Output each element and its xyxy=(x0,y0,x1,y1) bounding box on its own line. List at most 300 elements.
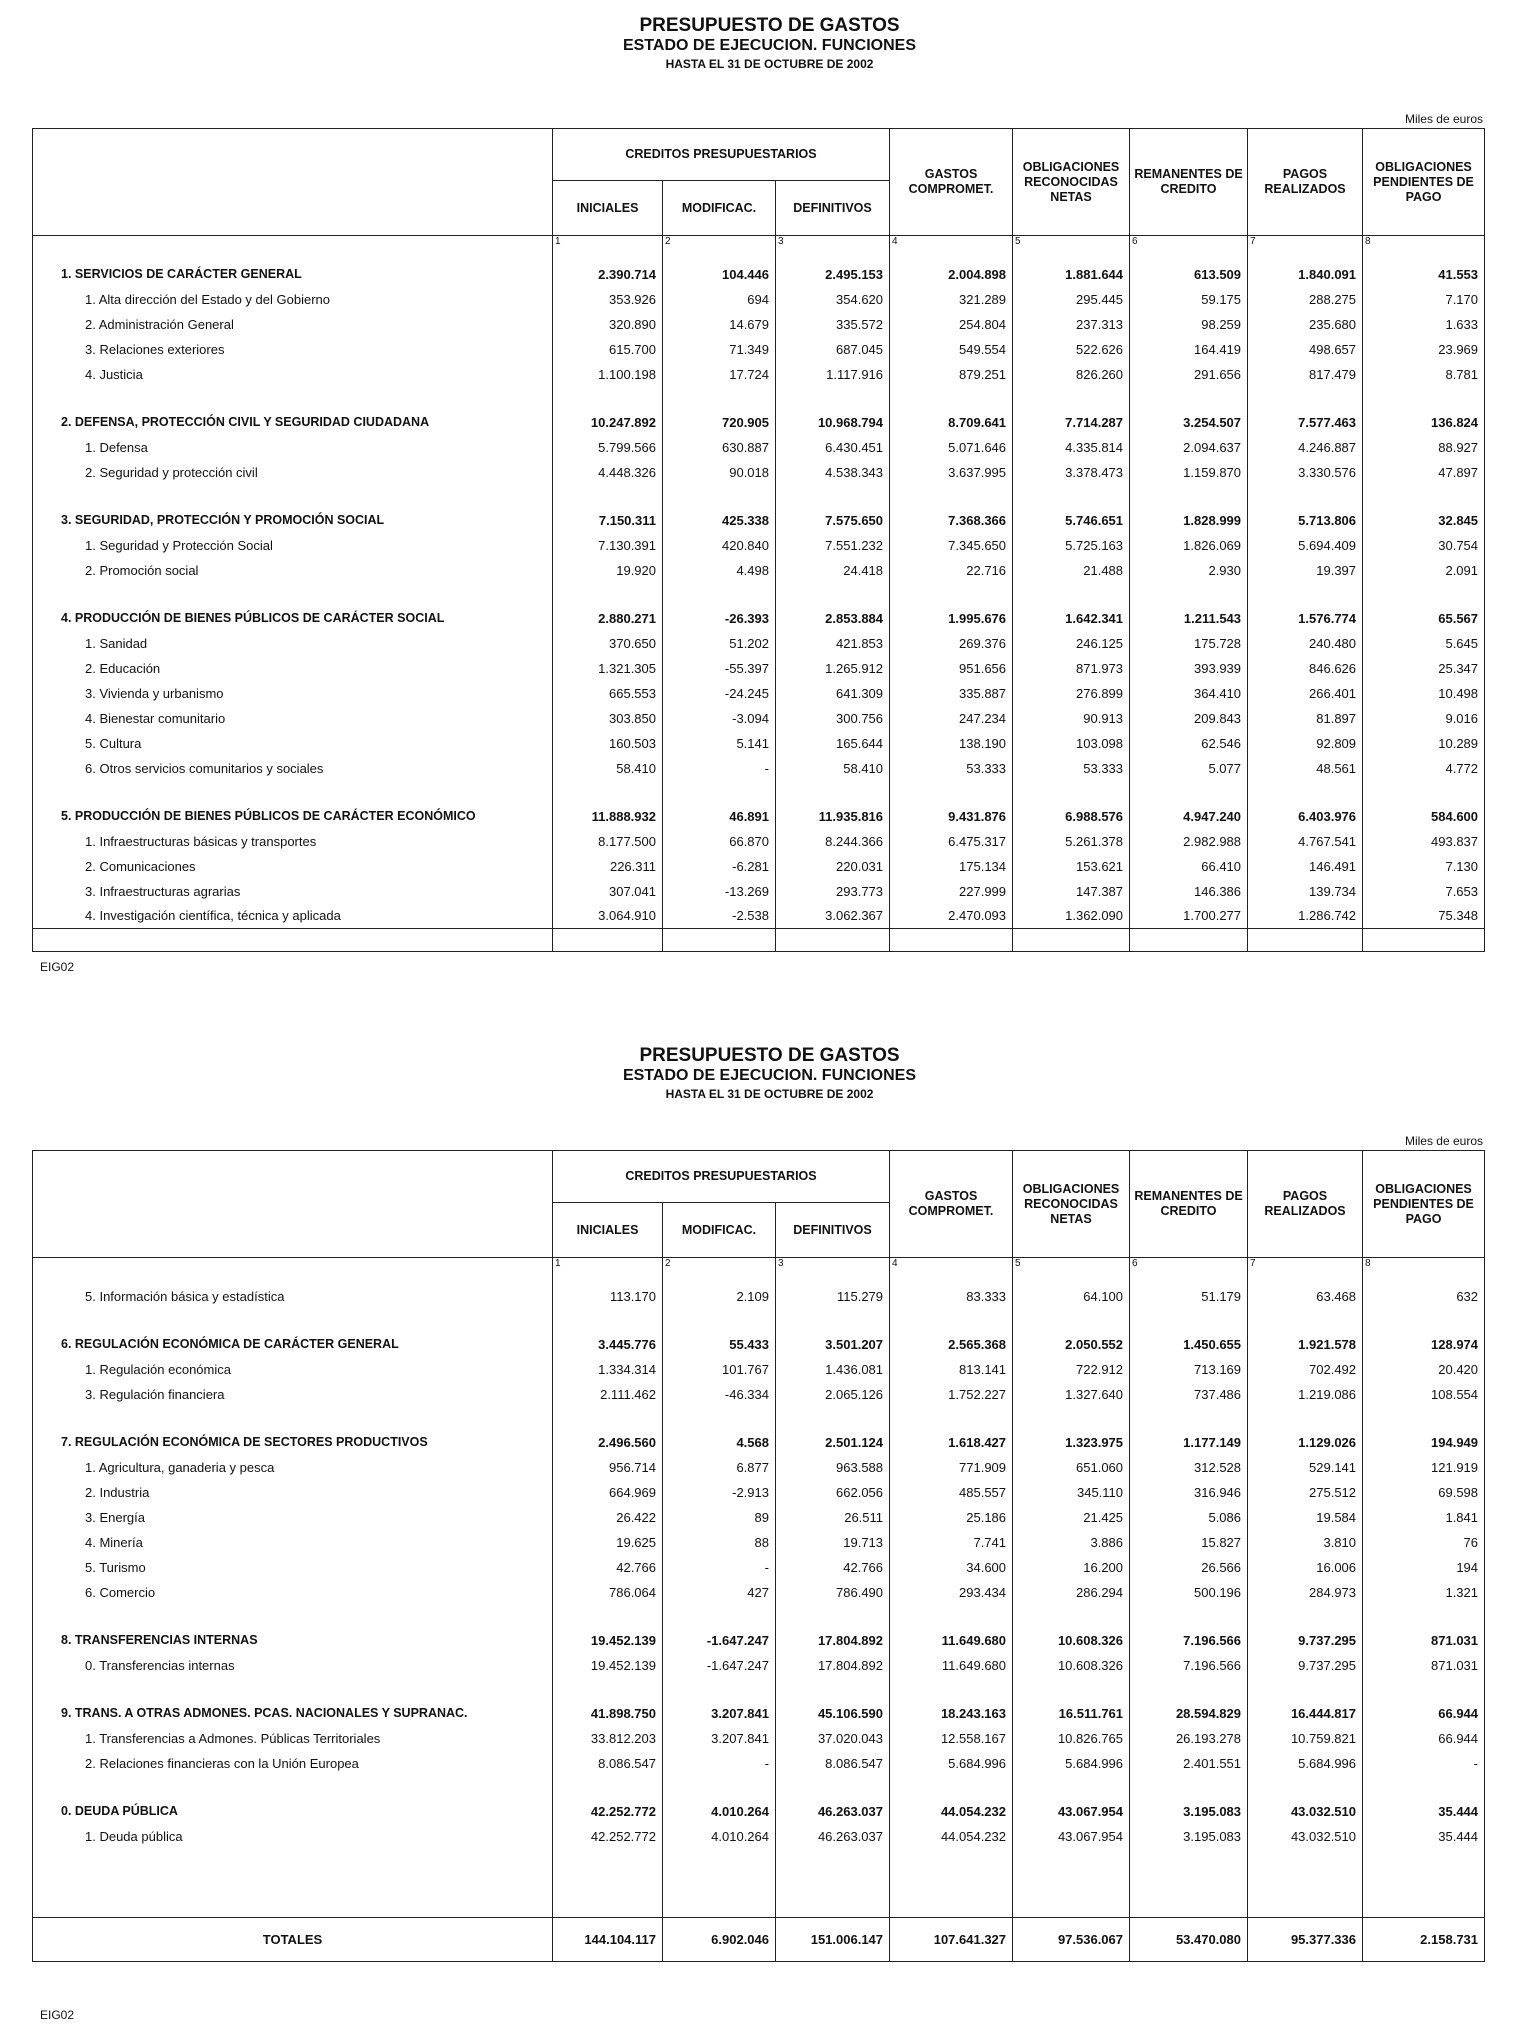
value-cell: 115.279 xyxy=(776,1284,890,1309)
value-cell: 66.944 xyxy=(1363,1726,1485,1751)
value-cell: 1.323.975 xyxy=(1013,1430,1130,1455)
row-label: 4. Investigación científica, técnica y aplicada xyxy=(33,904,553,929)
value-cell: 7.551.232 xyxy=(776,533,890,558)
spacer-cell xyxy=(776,250,890,262)
row-label: 1. Agricultura, ganaderia y pesca xyxy=(33,1455,553,1480)
spacer-cell xyxy=(663,1309,776,1332)
spacer-row xyxy=(33,1872,1485,1895)
value-cell: 53.333 xyxy=(890,756,1013,781)
value-cell: 165.644 xyxy=(776,731,890,756)
total-value-cell: 95.377.336 xyxy=(1248,1918,1363,1962)
document-code: EIG02 xyxy=(40,2008,75,2022)
value-cell: - xyxy=(663,1751,776,1776)
spacer-cell xyxy=(890,1849,1013,1872)
value-cell: 6.475.317 xyxy=(890,829,1013,854)
value-cell: 1.211.543 xyxy=(1130,606,1248,631)
value-cell: 37.020.043 xyxy=(776,1726,890,1751)
row-label: 8. TRANSFERENCIAS INTERNAS xyxy=(33,1628,553,1653)
spacer-cell xyxy=(1363,1407,1485,1430)
value-cell: 19.397 xyxy=(1248,558,1363,583)
table-row xyxy=(33,1580,1485,1605)
value-cell: 713.169 xyxy=(1130,1357,1248,1382)
spacer-cell xyxy=(776,1872,890,1895)
column-number: 7 xyxy=(1248,236,1363,250)
spacer-cell xyxy=(890,1605,1013,1628)
value-cell: 370.650 xyxy=(553,631,663,656)
value-cell: 1.334.314 xyxy=(553,1357,663,1382)
value-cell: 7.170 xyxy=(1363,287,1485,312)
value-cell: 963.588 xyxy=(776,1455,890,1480)
section-row xyxy=(33,410,1485,435)
value-cell: 44.054.232 xyxy=(890,1824,1013,1849)
value-cell: 9.431.876 xyxy=(890,804,1013,829)
row-label: 1. Regulación económica xyxy=(33,1357,553,1382)
value-cell: 25.186 xyxy=(890,1505,1013,1530)
value-cell: 321.289 xyxy=(890,287,1013,312)
definitivos-header: DEFINITIVOS xyxy=(776,181,890,236)
spacer-cell xyxy=(1130,250,1248,262)
value-cell: 1.700.277 xyxy=(1130,904,1248,929)
spacer-cell xyxy=(890,1895,1013,1918)
value-cell: 10.759.821 xyxy=(1248,1726,1363,1751)
value-cell: 1.826.069 xyxy=(1130,533,1248,558)
spacer-cell xyxy=(1248,1895,1363,1918)
value-cell: 5.071.646 xyxy=(890,435,1013,460)
value-cell: 108.554 xyxy=(1363,1382,1485,1407)
value-cell: 81.897 xyxy=(1248,706,1363,731)
spacer-cell xyxy=(663,1849,776,1872)
table-body-1 xyxy=(33,236,1485,952)
table-row xyxy=(33,731,1485,756)
totals-row xyxy=(33,1918,1485,1962)
value-cell: 7.653 xyxy=(1363,879,1485,904)
value-cell: 4.568 xyxy=(663,1430,776,1455)
spacer-cell xyxy=(776,1678,890,1701)
row-label: 0. DEUDA PÚBLICA xyxy=(33,1799,553,1824)
value-cell: 3.195.083 xyxy=(1130,1799,1248,1824)
value-cell: 11.649.680 xyxy=(890,1628,1013,1653)
page-subtitle: ESTADO DE EJECUCION. FUNCIONES xyxy=(622,37,917,54)
spacer-cell xyxy=(33,781,553,804)
spacer-cell xyxy=(553,781,663,804)
spacer-row xyxy=(33,1678,1485,1701)
value-cell: 47.897 xyxy=(1363,460,1485,485)
value-cell: 41.898.750 xyxy=(553,1701,663,1726)
value-cell: 425.338 xyxy=(663,508,776,533)
value-cell: 55.433 xyxy=(663,1332,776,1357)
value-cell: 10.608.326 xyxy=(1013,1628,1130,1653)
value-cell: 3.207.841 xyxy=(663,1726,776,1751)
value-cell: 529.141 xyxy=(1248,1455,1363,1480)
value-cell: 139.734 xyxy=(1248,879,1363,904)
value-cell: 121.919 xyxy=(1363,1455,1485,1480)
spacer-cell xyxy=(553,1605,663,1628)
spacer-cell xyxy=(776,1849,890,1872)
table-row xyxy=(33,879,1485,904)
row-label: 4. Minería xyxy=(33,1530,553,1555)
value-cell: 665.553 xyxy=(553,681,663,706)
value-cell: 662.056 xyxy=(776,1480,890,1505)
spacer-cell xyxy=(1248,1872,1363,1895)
value-cell: 17.724 xyxy=(663,362,776,387)
spacer-cell xyxy=(1363,1872,1485,1895)
column-number-blank xyxy=(33,236,553,250)
value-cell: 500.196 xyxy=(1130,1580,1248,1605)
value-cell: 1.321.305 xyxy=(553,656,663,681)
value-cell: 1.633 xyxy=(1363,312,1485,337)
spacer-cell xyxy=(1130,485,1248,508)
spacer-row xyxy=(33,781,1485,804)
value-cell: 128.974 xyxy=(1363,1332,1485,1357)
value-cell: 9.737.295 xyxy=(1248,1653,1363,1678)
spacer-cell xyxy=(1013,781,1130,804)
row-label: 2. Promoción social xyxy=(33,558,553,583)
value-cell: 2.109 xyxy=(663,1284,776,1309)
value-cell: 2.401.551 xyxy=(1130,1751,1248,1776)
table-row xyxy=(33,435,1485,460)
spacer-cell xyxy=(553,387,663,410)
value-cell: 3.254.507 xyxy=(1130,410,1248,435)
value-cell: 871.031 xyxy=(1363,1653,1485,1678)
spacer-cell xyxy=(1130,1895,1248,1918)
value-cell: 4.947.240 xyxy=(1130,804,1248,829)
value-cell: 30.754 xyxy=(1363,533,1485,558)
spacer-cell xyxy=(553,485,663,508)
pagos-header: PAGOS REALIZADOS xyxy=(1248,129,1363,236)
value-cell: 16.444.817 xyxy=(1248,1701,1363,1726)
value-cell: 22.716 xyxy=(890,558,1013,583)
value-cell: 42.766 xyxy=(553,1555,663,1580)
value-cell: 3.501.207 xyxy=(776,1332,890,1357)
value-cell: 226.311 xyxy=(553,854,663,879)
spacer-cell xyxy=(1248,1776,1363,1799)
value-cell: 664.969 xyxy=(553,1480,663,1505)
spacer-cell xyxy=(1013,485,1130,508)
spacer-cell xyxy=(553,1895,663,1918)
spacer-cell xyxy=(553,583,663,606)
value-cell: 51.202 xyxy=(663,631,776,656)
spacer-cell xyxy=(1013,1605,1130,1628)
value-cell: 813.141 xyxy=(890,1357,1013,1382)
value-cell: 2.501.124 xyxy=(776,1430,890,1455)
row-label: 1. SERVICIOS DE CARÁCTER GENERAL xyxy=(33,262,553,287)
spacer-cell xyxy=(553,1407,663,1430)
spacer-cell xyxy=(663,387,776,410)
spacer-cell xyxy=(1130,583,1248,606)
spacer-cell xyxy=(1013,387,1130,410)
spacer-cell xyxy=(1013,1776,1130,1799)
value-cell: 5.086 xyxy=(1130,1505,1248,1530)
section-row xyxy=(33,1701,1485,1726)
spacer-cell xyxy=(1013,1309,1130,1332)
spacer-cell xyxy=(33,1678,553,1701)
value-cell: 2.565.368 xyxy=(890,1332,1013,1357)
column-number: 8 xyxy=(1363,236,1485,250)
spacer-cell xyxy=(890,1407,1013,1430)
spacer-cell xyxy=(663,485,776,508)
spacer-cell xyxy=(1248,1849,1363,1872)
value-cell: 33.812.203 xyxy=(553,1726,663,1751)
value-cell: 48.561 xyxy=(1248,756,1363,781)
total-value-cell: 151.006.147 xyxy=(776,1918,890,1962)
spacer-cell xyxy=(553,1678,663,1701)
value-cell: 103.098 xyxy=(1013,731,1130,756)
value-cell: 3.378.473 xyxy=(1013,460,1130,485)
value-cell: 35.444 xyxy=(1363,1799,1485,1824)
section-row xyxy=(33,1332,1485,1357)
spacer-cell xyxy=(553,929,663,952)
value-cell: 11.649.680 xyxy=(890,1653,1013,1678)
value-cell: 71.349 xyxy=(663,337,776,362)
spacer-cell xyxy=(1248,781,1363,804)
table-row xyxy=(33,362,1485,387)
value-cell: 14.679 xyxy=(663,312,776,337)
value-cell: 4.335.814 xyxy=(1013,435,1130,460)
row-label: 4. Justicia xyxy=(33,362,553,387)
value-cell: 26.193.278 xyxy=(1130,1726,1248,1751)
spacer-cell xyxy=(890,583,1013,606)
value-cell: 65.567 xyxy=(1363,606,1485,631)
value-cell: 66.870 xyxy=(663,829,776,854)
table-row xyxy=(33,631,1485,656)
value-cell: -26.393 xyxy=(663,606,776,631)
spacer-cell xyxy=(776,485,890,508)
spacer-cell xyxy=(33,1407,553,1430)
spacer-cell xyxy=(1248,583,1363,606)
value-cell: 1.265.912 xyxy=(776,656,890,681)
row-label: 4. PRODUCCIÓN DE BIENES PÚBLICOS DE CARÁCTER SOCIAL xyxy=(33,606,553,631)
value-cell: 6.988.576 xyxy=(1013,804,1130,829)
spacer-cell xyxy=(1130,1605,1248,1628)
value-cell: 25.347 xyxy=(1363,656,1485,681)
row-label: 2. Administración General xyxy=(33,312,553,337)
value-cell: 19.584 xyxy=(1248,1505,1363,1530)
value-cell: 23.969 xyxy=(1363,337,1485,362)
value-cell: 846.626 xyxy=(1248,656,1363,681)
value-cell: 16.511.761 xyxy=(1013,1701,1130,1726)
value-cell: 6.877 xyxy=(663,1455,776,1480)
value-cell: 3.062.367 xyxy=(776,904,890,929)
pendientes-header: OBLIGACIONES PENDIENTES DE PAGO xyxy=(1363,1151,1485,1258)
column-number: 5 xyxy=(1013,1258,1130,1272)
section-row xyxy=(33,804,1485,829)
value-cell: 146.386 xyxy=(1130,879,1248,904)
value-cell: 254.804 xyxy=(890,312,1013,337)
section-row xyxy=(33,1430,1485,1455)
spacer-row xyxy=(33,1309,1485,1332)
table-row xyxy=(33,337,1485,362)
value-cell: 613.509 xyxy=(1130,262,1248,287)
value-cell: 817.479 xyxy=(1248,362,1363,387)
value-cell: 64.100 xyxy=(1013,1284,1130,1309)
value-cell: 8.709.641 xyxy=(890,410,1013,435)
spacer-cell xyxy=(890,250,1013,262)
value-cell: 3.195.083 xyxy=(1130,1824,1248,1849)
value-cell: 4.010.264 xyxy=(663,1824,776,1849)
value-cell: 209.843 xyxy=(1130,706,1248,731)
spacer-cell xyxy=(1013,1407,1130,1430)
value-cell: 240.480 xyxy=(1248,631,1363,656)
value-cell: 1.642.341 xyxy=(1013,606,1130,631)
spacer-cell xyxy=(776,1776,890,1799)
table-row xyxy=(33,312,1485,337)
value-cell: 345.110 xyxy=(1013,1480,1130,1505)
value-cell: 630.887 xyxy=(663,435,776,460)
spacer-cell xyxy=(1363,1272,1485,1284)
value-cell: 4.498 xyxy=(663,558,776,583)
value-cell: 19.920 xyxy=(553,558,663,583)
row-label: 1. Infraestructuras básicas y transportes xyxy=(33,829,553,854)
value-cell: 53.333 xyxy=(1013,756,1130,781)
spacer-cell xyxy=(776,1895,890,1918)
value-cell: 421.853 xyxy=(776,631,890,656)
value-cell: 136.824 xyxy=(1363,410,1485,435)
row-label: 1. Sanidad xyxy=(33,631,553,656)
column-number: 2 xyxy=(663,236,776,250)
value-cell: 420.840 xyxy=(663,533,776,558)
value-cell: 51.179 xyxy=(1130,1284,1248,1309)
total-value-cell: 107.641.327 xyxy=(890,1918,1013,1962)
spacer-cell xyxy=(553,1776,663,1799)
value-cell: -24.245 xyxy=(663,681,776,706)
row-label: 6. Comercio xyxy=(33,1580,553,1605)
value-cell: 10.608.326 xyxy=(1013,1653,1130,1678)
row-label: 3. Energía xyxy=(33,1505,553,1530)
spacer-row xyxy=(33,1605,1485,1628)
column-number: 5 xyxy=(1013,236,1130,250)
spacer-cell xyxy=(776,1309,890,1332)
remanentes-header: REMANENTES DE CREDITO xyxy=(1130,1151,1248,1258)
value-cell: 1.841 xyxy=(1363,1505,1485,1530)
spacer-cell xyxy=(776,1407,890,1430)
row-label: 1. Defensa xyxy=(33,435,553,460)
value-cell: 8.244.366 xyxy=(776,829,890,854)
value-cell: 83.333 xyxy=(890,1284,1013,1309)
value-cell: 9.737.295 xyxy=(1248,1628,1363,1653)
value-cell: 1.321 xyxy=(1363,1580,1485,1605)
table-row xyxy=(33,904,1485,929)
value-cell: 5.799.566 xyxy=(553,435,663,460)
table-row xyxy=(33,287,1485,312)
value-cell: 1.219.086 xyxy=(1248,1382,1363,1407)
spacer-cell xyxy=(890,781,1013,804)
value-cell: 63.468 xyxy=(1248,1284,1363,1309)
table-body-2 xyxy=(33,1258,1485,1962)
table-row xyxy=(33,558,1485,583)
value-cell: - xyxy=(663,756,776,781)
value-cell: 3.330.576 xyxy=(1248,460,1363,485)
row-label: 6. REGULACIÓN ECONÓMICA DE CARÁCTER GENERAL xyxy=(33,1332,553,1357)
value-cell: 28.594.829 xyxy=(1130,1701,1248,1726)
value-cell: 66.410 xyxy=(1130,854,1248,879)
label-header xyxy=(33,1151,553,1258)
table-row xyxy=(33,656,1485,681)
value-cell: 275.512 xyxy=(1248,1480,1363,1505)
spacer-cell xyxy=(1363,1309,1485,1332)
value-cell: 300.756 xyxy=(776,706,890,731)
value-cell: 584.600 xyxy=(1363,804,1485,829)
value-cell: 76 xyxy=(1363,1530,1485,1555)
value-cell: 16.006 xyxy=(1248,1555,1363,1580)
value-cell: 69.598 xyxy=(1363,1480,1485,1505)
value-cell: 43.032.510 xyxy=(1248,1824,1363,1849)
iniciales-header: INICIALES xyxy=(553,181,663,236)
budget-table-1 xyxy=(32,128,1485,952)
spacer-row xyxy=(33,387,1485,410)
value-cell: 7.196.566 xyxy=(1130,1653,1248,1678)
row-label: 2. Educación xyxy=(33,656,553,681)
spacer-cell xyxy=(33,387,553,410)
spacer-cell xyxy=(663,1678,776,1701)
spacer-cell xyxy=(663,1872,776,1895)
value-cell: 4.772 xyxy=(1363,756,1485,781)
value-cell: 1.828.999 xyxy=(1130,508,1248,533)
value-cell: 147.387 xyxy=(1013,879,1130,904)
page-title: PRESUPUESTO DE GASTOS xyxy=(639,15,900,36)
spacer-cell xyxy=(890,1776,1013,1799)
creditos-header: CREDITOS PRESUPUESTARIOS xyxy=(553,129,890,181)
value-cell: 364.410 xyxy=(1130,681,1248,706)
value-cell: 316.946 xyxy=(1130,1480,1248,1505)
value-cell: 1.576.774 xyxy=(1248,606,1363,631)
spacer-cell xyxy=(1363,1678,1485,1701)
value-cell: 194.949 xyxy=(1363,1430,1485,1455)
spacer-row xyxy=(33,1849,1485,1872)
spacer-cell xyxy=(1130,1776,1248,1799)
value-cell: 42.766 xyxy=(776,1555,890,1580)
value-cell: 42.252.772 xyxy=(553,1799,663,1824)
spacer-cell xyxy=(1363,781,1485,804)
row-label: 2. Relaciones financieras con la Unión Europea xyxy=(33,1751,553,1776)
value-cell: 786.064 xyxy=(553,1580,663,1605)
value-cell: 722.912 xyxy=(1013,1357,1130,1382)
value-cell: 5.141 xyxy=(663,731,776,756)
spacer-cell xyxy=(1248,387,1363,410)
value-cell: 19.452.139 xyxy=(553,1653,663,1678)
value-cell: 266.401 xyxy=(1248,681,1363,706)
value-cell: 92.809 xyxy=(1248,731,1363,756)
value-cell: 146.491 xyxy=(1248,854,1363,879)
value-cell: 247.234 xyxy=(890,706,1013,731)
obligaciones-header: OBLIGACIONES RECONOCIDAS NETAS xyxy=(1013,129,1130,236)
row-label: 3. Relaciones exteriores xyxy=(33,337,553,362)
creditos-header: CREDITOS PRESUPUESTARIOS xyxy=(553,1151,890,1203)
value-cell: 2.853.884 xyxy=(776,606,890,631)
column-number: 3 xyxy=(776,1258,890,1272)
value-cell: 7.368.366 xyxy=(890,508,1013,533)
value-cell: 641.309 xyxy=(776,681,890,706)
row-label: 5. Cultura xyxy=(33,731,553,756)
spacer-cell xyxy=(1363,1895,1485,1918)
spacer-cell xyxy=(890,1678,1013,1701)
spacer-cell xyxy=(663,1895,776,1918)
value-cell: 35.444 xyxy=(1363,1824,1485,1849)
value-cell: 5.077 xyxy=(1130,756,1248,781)
value-cell: 175.134 xyxy=(890,854,1013,879)
pendientes-header: OBLIGACIONES PENDIENTES DE PAGO xyxy=(1363,129,1485,236)
spacer-cell xyxy=(890,1272,1013,1284)
value-cell: 220.031 xyxy=(776,854,890,879)
value-cell: 427 xyxy=(663,1580,776,1605)
value-cell: 1.840.091 xyxy=(1248,262,1363,287)
row-label: 2. Seguridad y protección civil xyxy=(33,460,553,485)
spacer-cell xyxy=(663,1776,776,1799)
value-cell: 66.944 xyxy=(1363,1701,1485,1726)
column-number: 1 xyxy=(553,1258,663,1272)
value-cell: - xyxy=(1363,1751,1485,1776)
value-cell: 88 xyxy=(663,1530,776,1555)
table-row xyxy=(33,1530,1485,1555)
